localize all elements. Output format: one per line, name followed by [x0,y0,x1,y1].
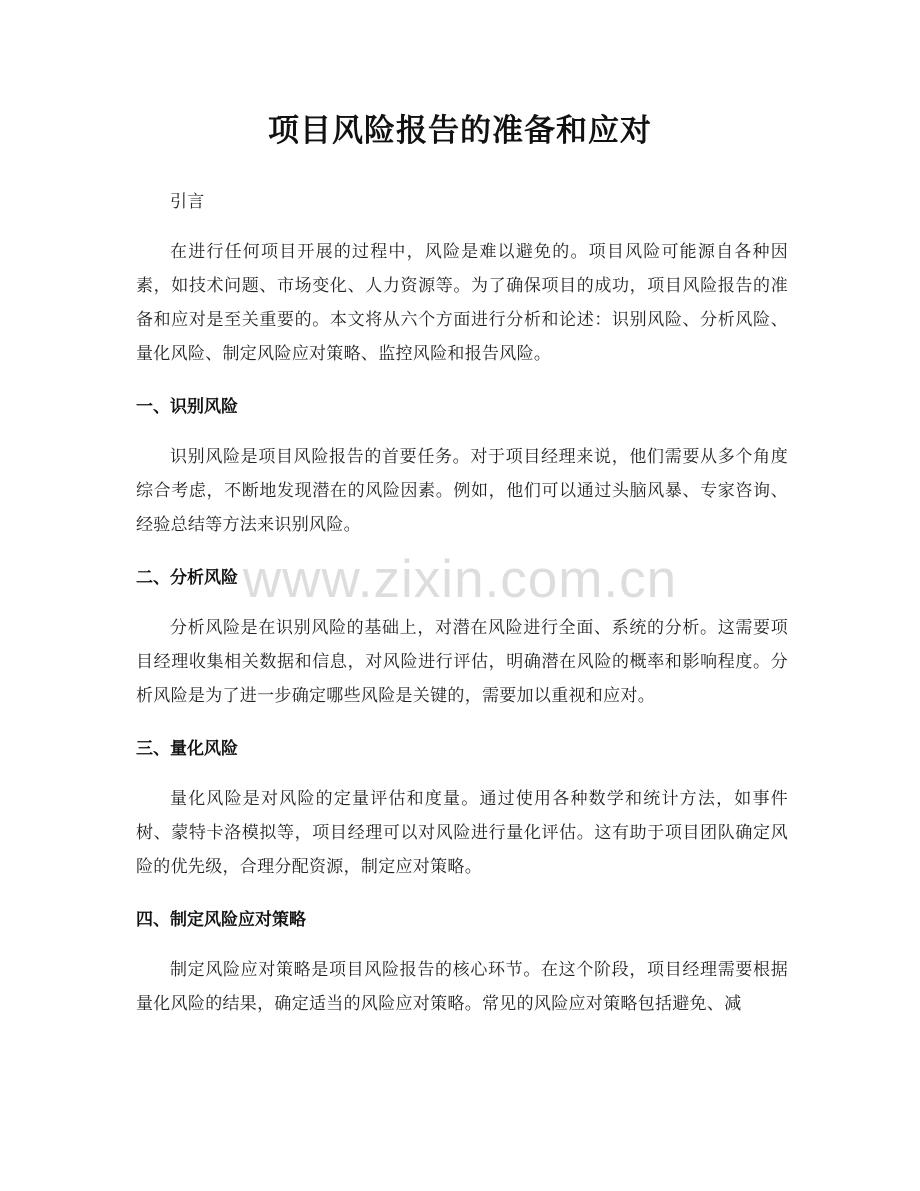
section-heading: 二、分析风险 [136,568,238,588]
section-paragraph: 量化风险是对风险的定量评估和度量。通过使用各种数学和统计方法，如事件树、蒙特卡洛模拟等，项目经理可以对风险进行量化评估。这有助于项目团队确定风险的优先级，合理分配资源，制定应对策略。 [136,789,788,877]
section-heading: 四、制定风险应对策略 [136,910,306,930]
section-heading: 三、量化风险 [136,739,238,759]
intro-paragraph: 在进行任何项目开展的过程中，风险是难以避免的。项目风险可能源自各种因素，如技术问题、市场变化、人力资源等。为了确保项目的成功，项目风险报告的准备和应对是至关重要的。本文将从六个方面进行分析和论述：识别风险、分析风险、量化风险、制定风险应对策略、监控风险和报告风险。 [136,242,788,364]
section-heading: 一、识别风险 [136,397,238,417]
section-response-strategy [136,903,788,1021]
document-body [136,185,788,1021]
section-identify-risk [136,390,788,542]
section-analyze-risk [136,561,788,713]
watermark-text: www.zixin.com.cn [242,550,678,609]
intro-label: 引言 [170,192,205,212]
section-paragraph: 分析风险是在识别风险的基础上，对潜在风险进行全面、系统的分析。这需要项目经理收集相关数据和信息，对风险进行评估，明确潜在风险的概率和影响程度。分析风险是为了进一步确定哪些风险是关键的，需要加以重视和应对。 [136,618,788,706]
section-paragraph: 识别风险是项目风险报告的首要任务。对于项目经理来说，他们需要从多个角度综合考虑，不断地发现潜在的风险因素。例如，他们可以通过头脑风暴、专家咨询、经验总结等方法来识别风险。 [136,447,788,535]
section-quantify-risk [136,732,788,884]
section-paragraph: 制定风险应对策略是项目风险报告的核心环节。在这个阶段，项目经理需要根据量化风险的结果，确定适当的风险应对策略。常见的风险应对策略包括避免、减 [136,960,788,1014]
document-title: 项目风险报告的准备和应对 [268,113,652,149]
